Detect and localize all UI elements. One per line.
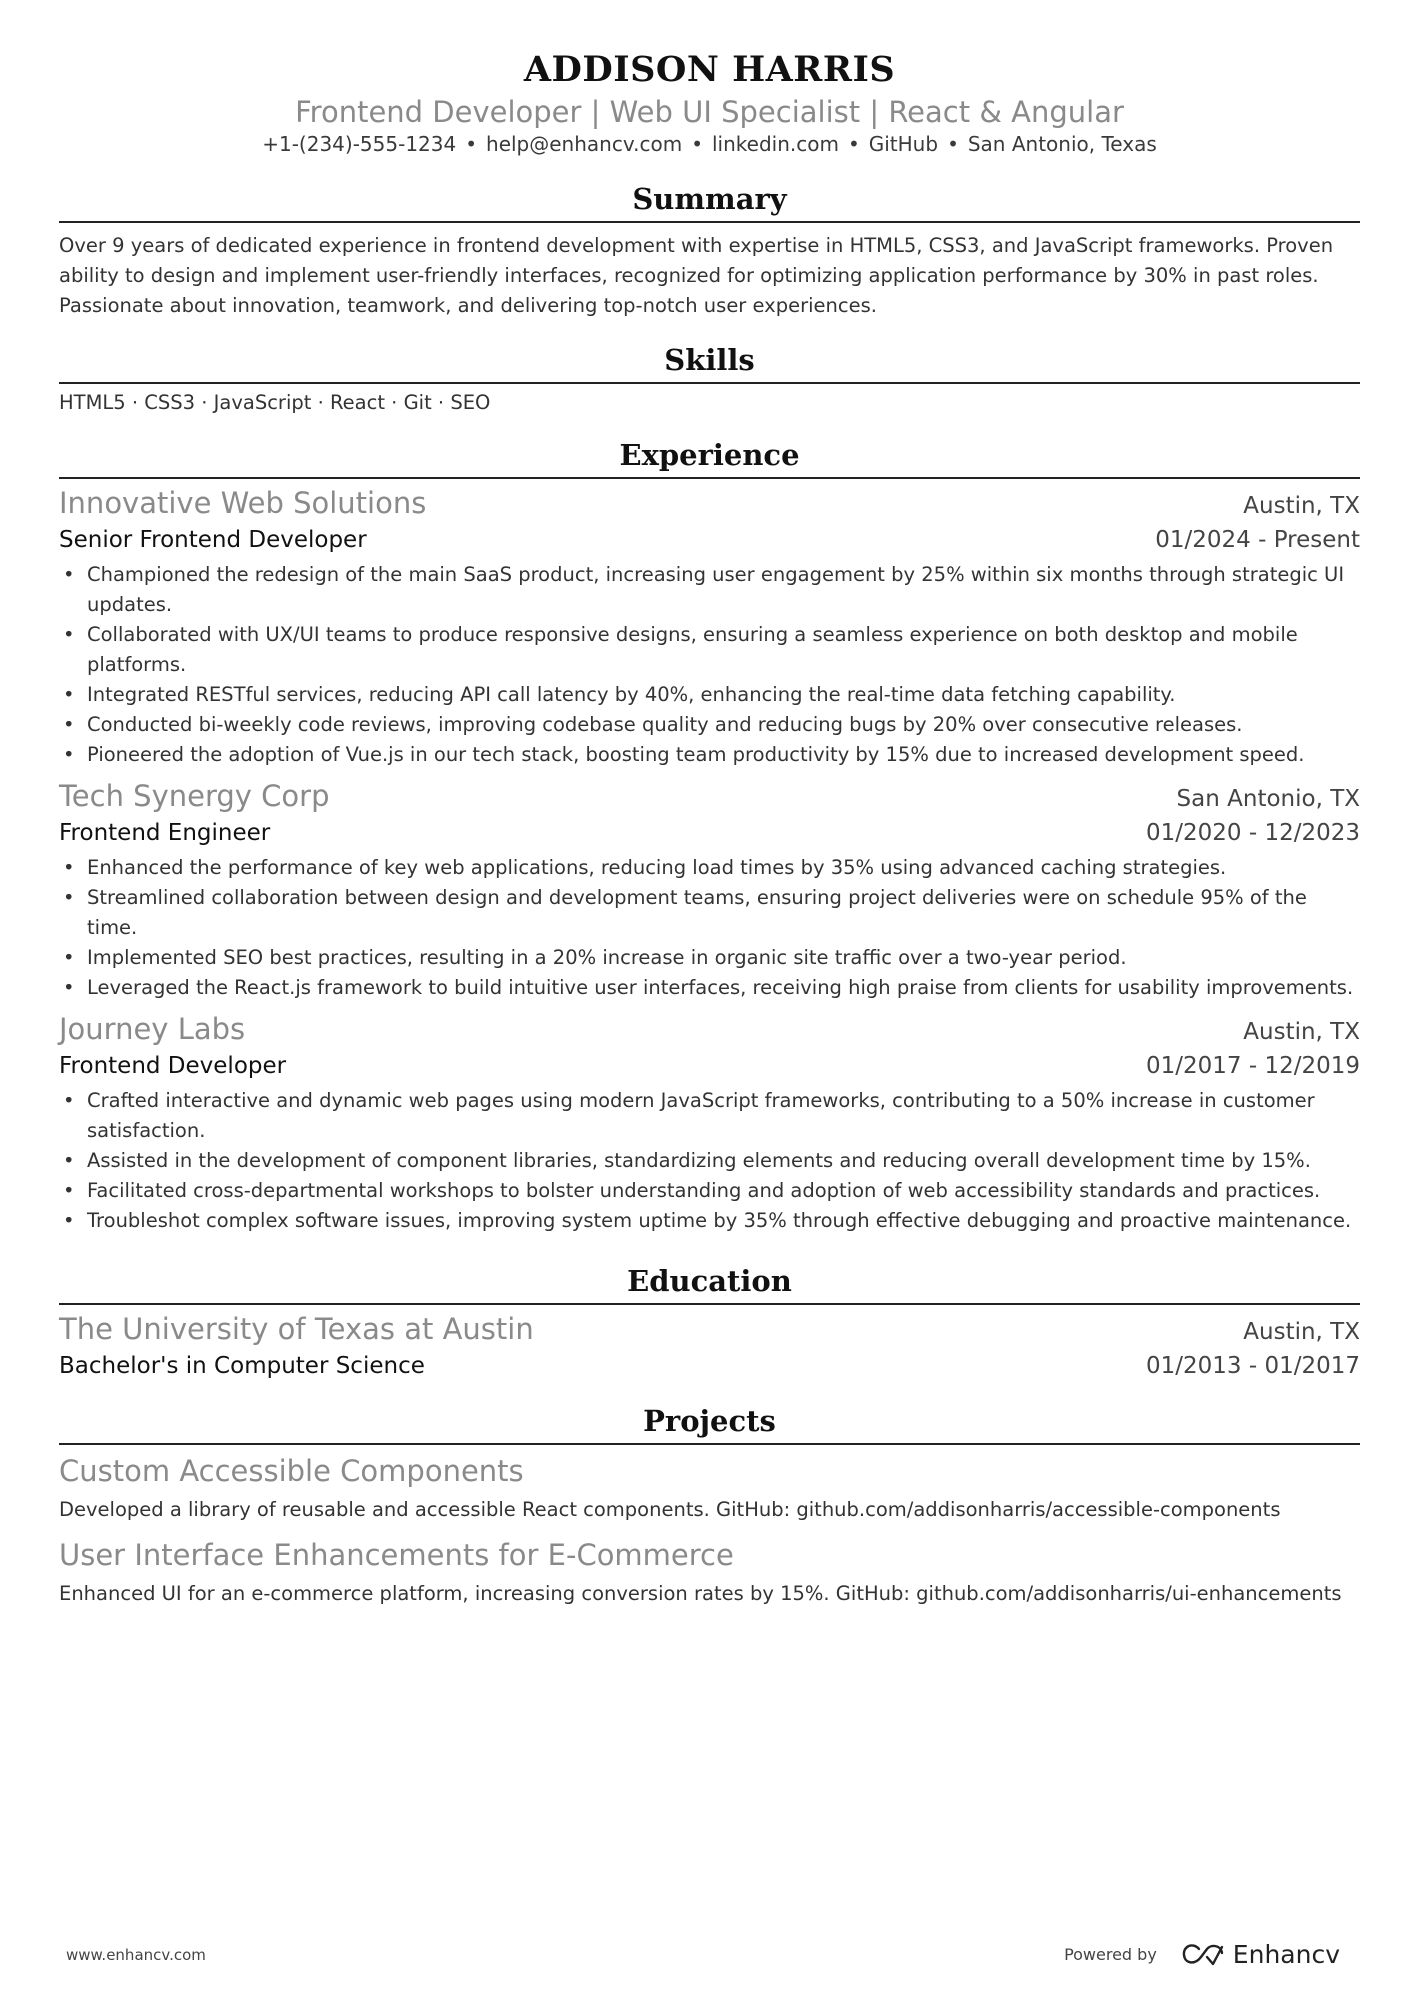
job-location: San Antonio, TX (1176, 786, 1360, 812)
job-header (59, 1011, 1360, 1050)
education-degree: Bachelor's in Computer Science (59, 1353, 425, 1379)
job-header (59, 485, 1360, 524)
job-bullet: • Championed the redesign of the main SaaS product, increasing user engagement by 25% within six months through strategic UI updates. (87, 560, 1360, 620)
education-header (59, 1311, 1360, 1350)
contact-separator: • (947, 132, 959, 156)
job-company: Innovative Web Solutions (59, 486, 427, 520)
job-bullet: • Assisted in the development of component libraries, standardizing elements and reducing overall development time by 15%. (87, 1146, 1360, 1176)
candidate-title: Frontend Developer | Web UI Specialist | React & Angular (295, 95, 1124, 129)
job-bullet: • Implemented SEO best practices, resulting in a 20% increase in organic site traffic over a two-year period. (87, 943, 1360, 973)
job-location: Austin, TX (1243, 493, 1360, 519)
job-bullet: • Facilitated cross-departmental workshops to bolster understanding and adoption of web accessibility standards and practices. (87, 1176, 1360, 1206)
contact-separator: • (465, 132, 478, 156)
job-entry (59, 485, 1360, 770)
job-company: Journey Labs (59, 1012, 246, 1046)
section-divider (59, 1303, 1360, 1305)
project-entry (59, 1453, 1360, 1525)
education-section (59, 1262, 1360, 1382)
section-divider (59, 477, 1360, 479)
contact-separator: • (691, 132, 703, 156)
resume-page (59, 48, 1360, 1609)
powered-by-label: Powered by (1064, 1945, 1157, 1964)
project-title: Custom Accessible Components (59, 1454, 524, 1488)
page-footer (66, 1940, 1340, 1969)
skills-text: HTML5 · CSS3 · JavaScript · React · Git · SEO (59, 391, 491, 414)
summary-heading: Summary (632, 182, 787, 216)
enhancv-logo-text: Enhancv (1232, 1940, 1340, 1969)
job-role: Senior Frontend Developer (59, 527, 367, 553)
job-bullet: • Crafted interactive and dynamic web pages using modern JavaScript frameworks, contributing to a 50% increase in customer satisfaction. (87, 1086, 1360, 1146)
contact-github[interactable]: GitHub (868, 132, 939, 156)
section-divider (59, 1443, 1360, 1445)
project-description: Developed a library of reusable and accessible React components. GitHub: github.com/addisonharris/accessible-components (59, 1498, 1281, 1521)
summary-text: Over 9 years of dedicated experience in frontend development with expertise in HTML5, CSS3, and JavaScript frameworks. Proven ability to design and implement user-friendly interfaces, recognized for optimizing application performance by 30% in past roles. Passionate about innovation, teamwork, and delivering top-notch user experiences. (59, 234, 1334, 317)
experience-section (59, 436, 1360, 1236)
job-bullet: • Integrated RESTful services, reducing API call latency by 40%, enhancing the real-time data fetching capability. (87, 680, 1360, 710)
job-role: Frontend Engineer (59, 820, 271, 846)
education-location: Austin, TX (1243, 1319, 1360, 1345)
summary-section (59, 180, 1360, 321)
job-bullet: • Leveraged the React.js framework to build intuitive user interfaces, receiving high praise from clients for usability improvements. (87, 973, 1360, 1003)
job-bullets (59, 1086, 1360, 1236)
job-dates: 01/2020 - 12/2023 (1145, 820, 1360, 846)
skills-section (59, 341, 1360, 418)
contact-line (59, 130, 1360, 158)
projects-heading: Projects (643, 1404, 776, 1438)
contact-phone[interactable]: +1-(234)-555-1234 (262, 132, 457, 156)
job-header (59, 778, 1360, 817)
job-dates: 01/2017 - 12/2019 (1145, 1053, 1360, 1079)
education-subheader (59, 1350, 1360, 1382)
job-bullets (59, 853, 1360, 1003)
job-bullet: • Collaborated with UX/UI teams to produce responsive designs, ensuring a seamless experience on both desktop and mobile platforms. (87, 620, 1360, 680)
footer-url[interactable]: www.enhancv.com (66, 1945, 206, 1964)
project-description: Enhanced UI for an e-commerce platform, increasing conversion rates by 15%. GitHub: github.com/addisonharris/ui-enhancements (59, 1582, 1342, 1605)
education-school: The University of Texas at Austin (59, 1312, 534, 1346)
footer-brand (1064, 1940, 1340, 1969)
education-dates: 01/2013 - 01/2017 (1145, 1353, 1360, 1379)
contact-separator: • (847, 132, 860, 156)
education-heading: Education (627, 1264, 792, 1298)
contact-linkedin[interactable]: linkedin.com (711, 132, 839, 156)
project-entry (59, 1537, 1360, 1609)
enhancv-logo-icon (1181, 1943, 1225, 1967)
projects-section (59, 1402, 1360, 1609)
job-dates: 01/2024 - Present (1155, 527, 1360, 553)
project-title: User Interface Enhancements for E-Commerce (59, 1538, 734, 1572)
section-divider (59, 382, 1360, 384)
job-bullets (59, 560, 1360, 770)
job-bullet: • Enhanced the performance of key web applications, reducing load times by 35% using advanced caching strategies. (87, 853, 1360, 883)
job-role: Frontend Developer (59, 1053, 287, 1079)
section-divider (59, 221, 1360, 223)
job-bullet: • Streamlined collaboration between design and development teams, ensuring project deliveries were on schedule 95% of the time. (87, 883, 1360, 943)
job-bullet: • Conducted bi-weekly code reviews, improving codebase quality and reducing bugs by 20% over consecutive releases. (87, 710, 1360, 740)
candidate-name: ADDISON HARRIS (523, 49, 896, 90)
job-subheader (59, 1050, 1360, 1082)
enhancv-logo[interactable] (1181, 1940, 1340, 1969)
job-company: Tech Synergy Corp (59, 779, 330, 813)
job-location: Austin, TX (1243, 1019, 1360, 1045)
skills-heading: Skills (664, 343, 755, 377)
job-bullet: • Pioneered the adoption of Vue.js in our tech stack, boosting team productivity by 15% due to increased development speed. (87, 740, 1360, 770)
job-entry (59, 778, 1360, 1003)
job-subheader (59, 524, 1360, 556)
contact-location: San Antonio, Texas (967, 132, 1157, 156)
experience-heading: Experience (619, 438, 800, 472)
contact-email[interactable]: help@enhancv.com (486, 132, 683, 156)
job-entry (59, 1011, 1360, 1236)
job-bullet: • Troubleshot complex software issues, improving system uptime by 35% through effective debugging and proactive maintenance. (87, 1206, 1360, 1236)
job-subheader (59, 817, 1360, 849)
education-entry (59, 1311, 1360, 1382)
